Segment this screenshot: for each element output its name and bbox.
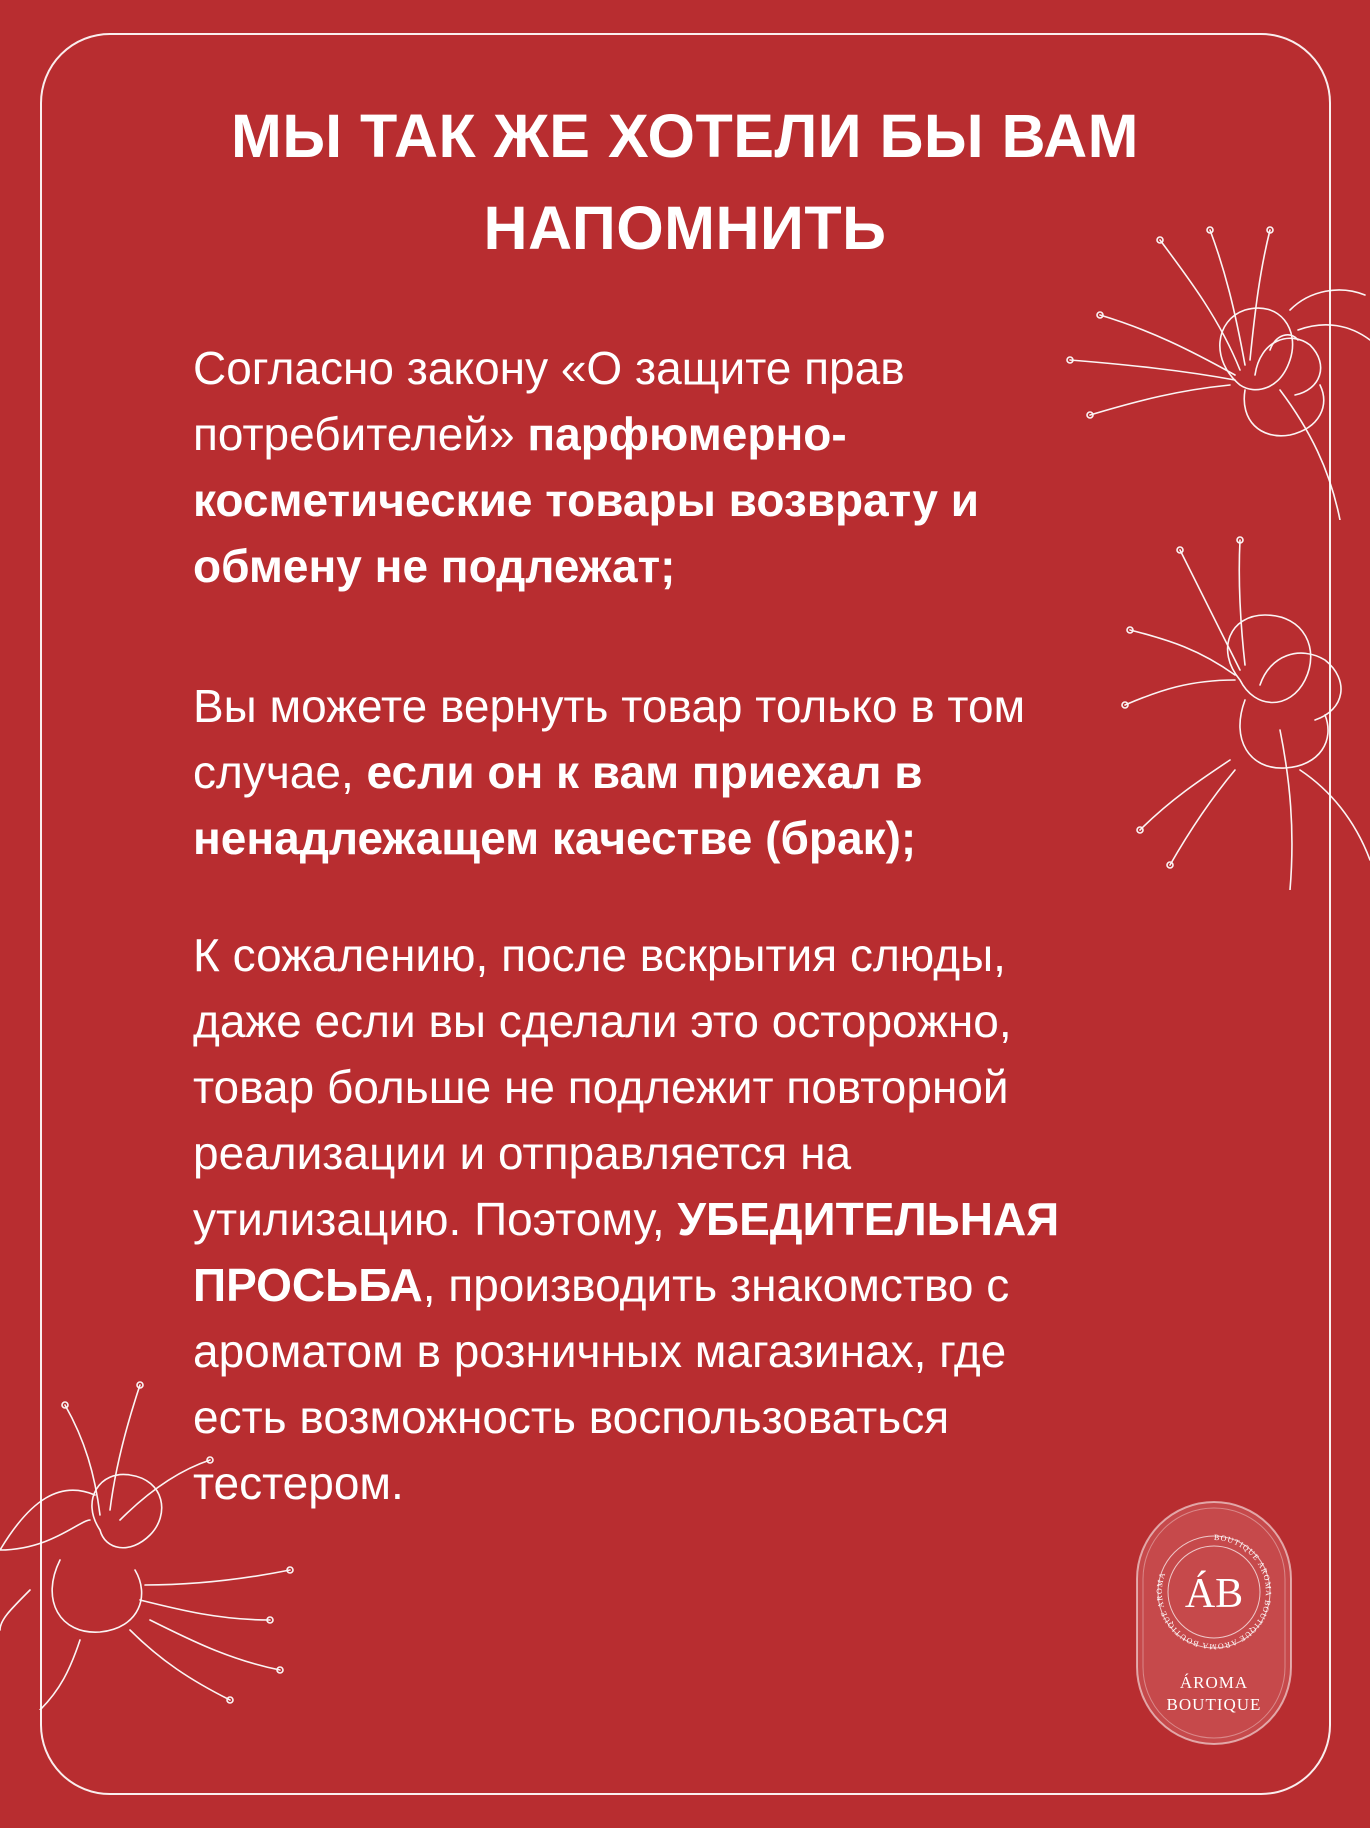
- text-line: случае,: [193, 746, 367, 798]
- bold-text: ненадлежащем качестве (брак);: [193, 812, 917, 864]
- bold-text: косметические товары возврату и: [193, 474, 979, 526]
- bold-text: обмену не подлежат;: [193, 540, 676, 592]
- title-line-1: МЫ ТАК ЖЕ ХОТЕЛИ БЫ ВАМ: [231, 102, 1139, 170]
- logo-ring-text: BOUTIQUE AROMA BOUTIQUE AROMA BOUTIQUE AROMA: [1154, 1532, 1274, 1652]
- bold-text: парфюмерно-: [527, 408, 847, 460]
- aroma-boutique-logo: [1135, 1500, 1293, 1746]
- text-line: даже если вы сделали это осторожно,: [193, 995, 1012, 1047]
- bold-text: УБЕДИТЕЛЬНАЯ: [677, 1193, 1060, 1245]
- logo-text-boutique: BOUTIQUE: [1166, 1695, 1262, 1714]
- text-line: товар больше не подлежит повторной: [193, 1061, 1009, 1113]
- bold-text: если он к вам приехал в: [366, 746, 923, 798]
- text-line: реализации и отправляется на: [193, 1127, 852, 1179]
- logo-text-aroma: ÁROMA: [1179, 1673, 1249, 1692]
- text-line: тестером.: [193, 1457, 404, 1509]
- text-line: потребителей»: [193, 408, 528, 460]
- text-line: Вы можете вернуть товар только в том: [193, 680, 1026, 732]
- text-line: Согласно закону «О защите прав: [193, 342, 905, 394]
- logo-monogram: ÁB: [1184, 1571, 1244, 1617]
- page-title: [140, 90, 1230, 274]
- text-line: ароматом в розничных магазинах, где: [193, 1325, 1007, 1377]
- bold-text: ПРОСЬБА: [193, 1259, 423, 1311]
- paragraph-law: [193, 335, 1193, 599]
- text-line: , производить знакомство с: [422, 1259, 1010, 1311]
- text-line: утилизацию. Поэтому,: [193, 1193, 678, 1245]
- paragraph-return: [193, 673, 1193, 871]
- text-line: К сожалению, после вскрытия слюды,: [193, 929, 1006, 981]
- text-line: есть возможность воспользоваться: [193, 1391, 950, 1443]
- title-line-2: НАПОМНИТЬ: [483, 194, 887, 262]
- paragraph-request: [193, 922, 1193, 1516]
